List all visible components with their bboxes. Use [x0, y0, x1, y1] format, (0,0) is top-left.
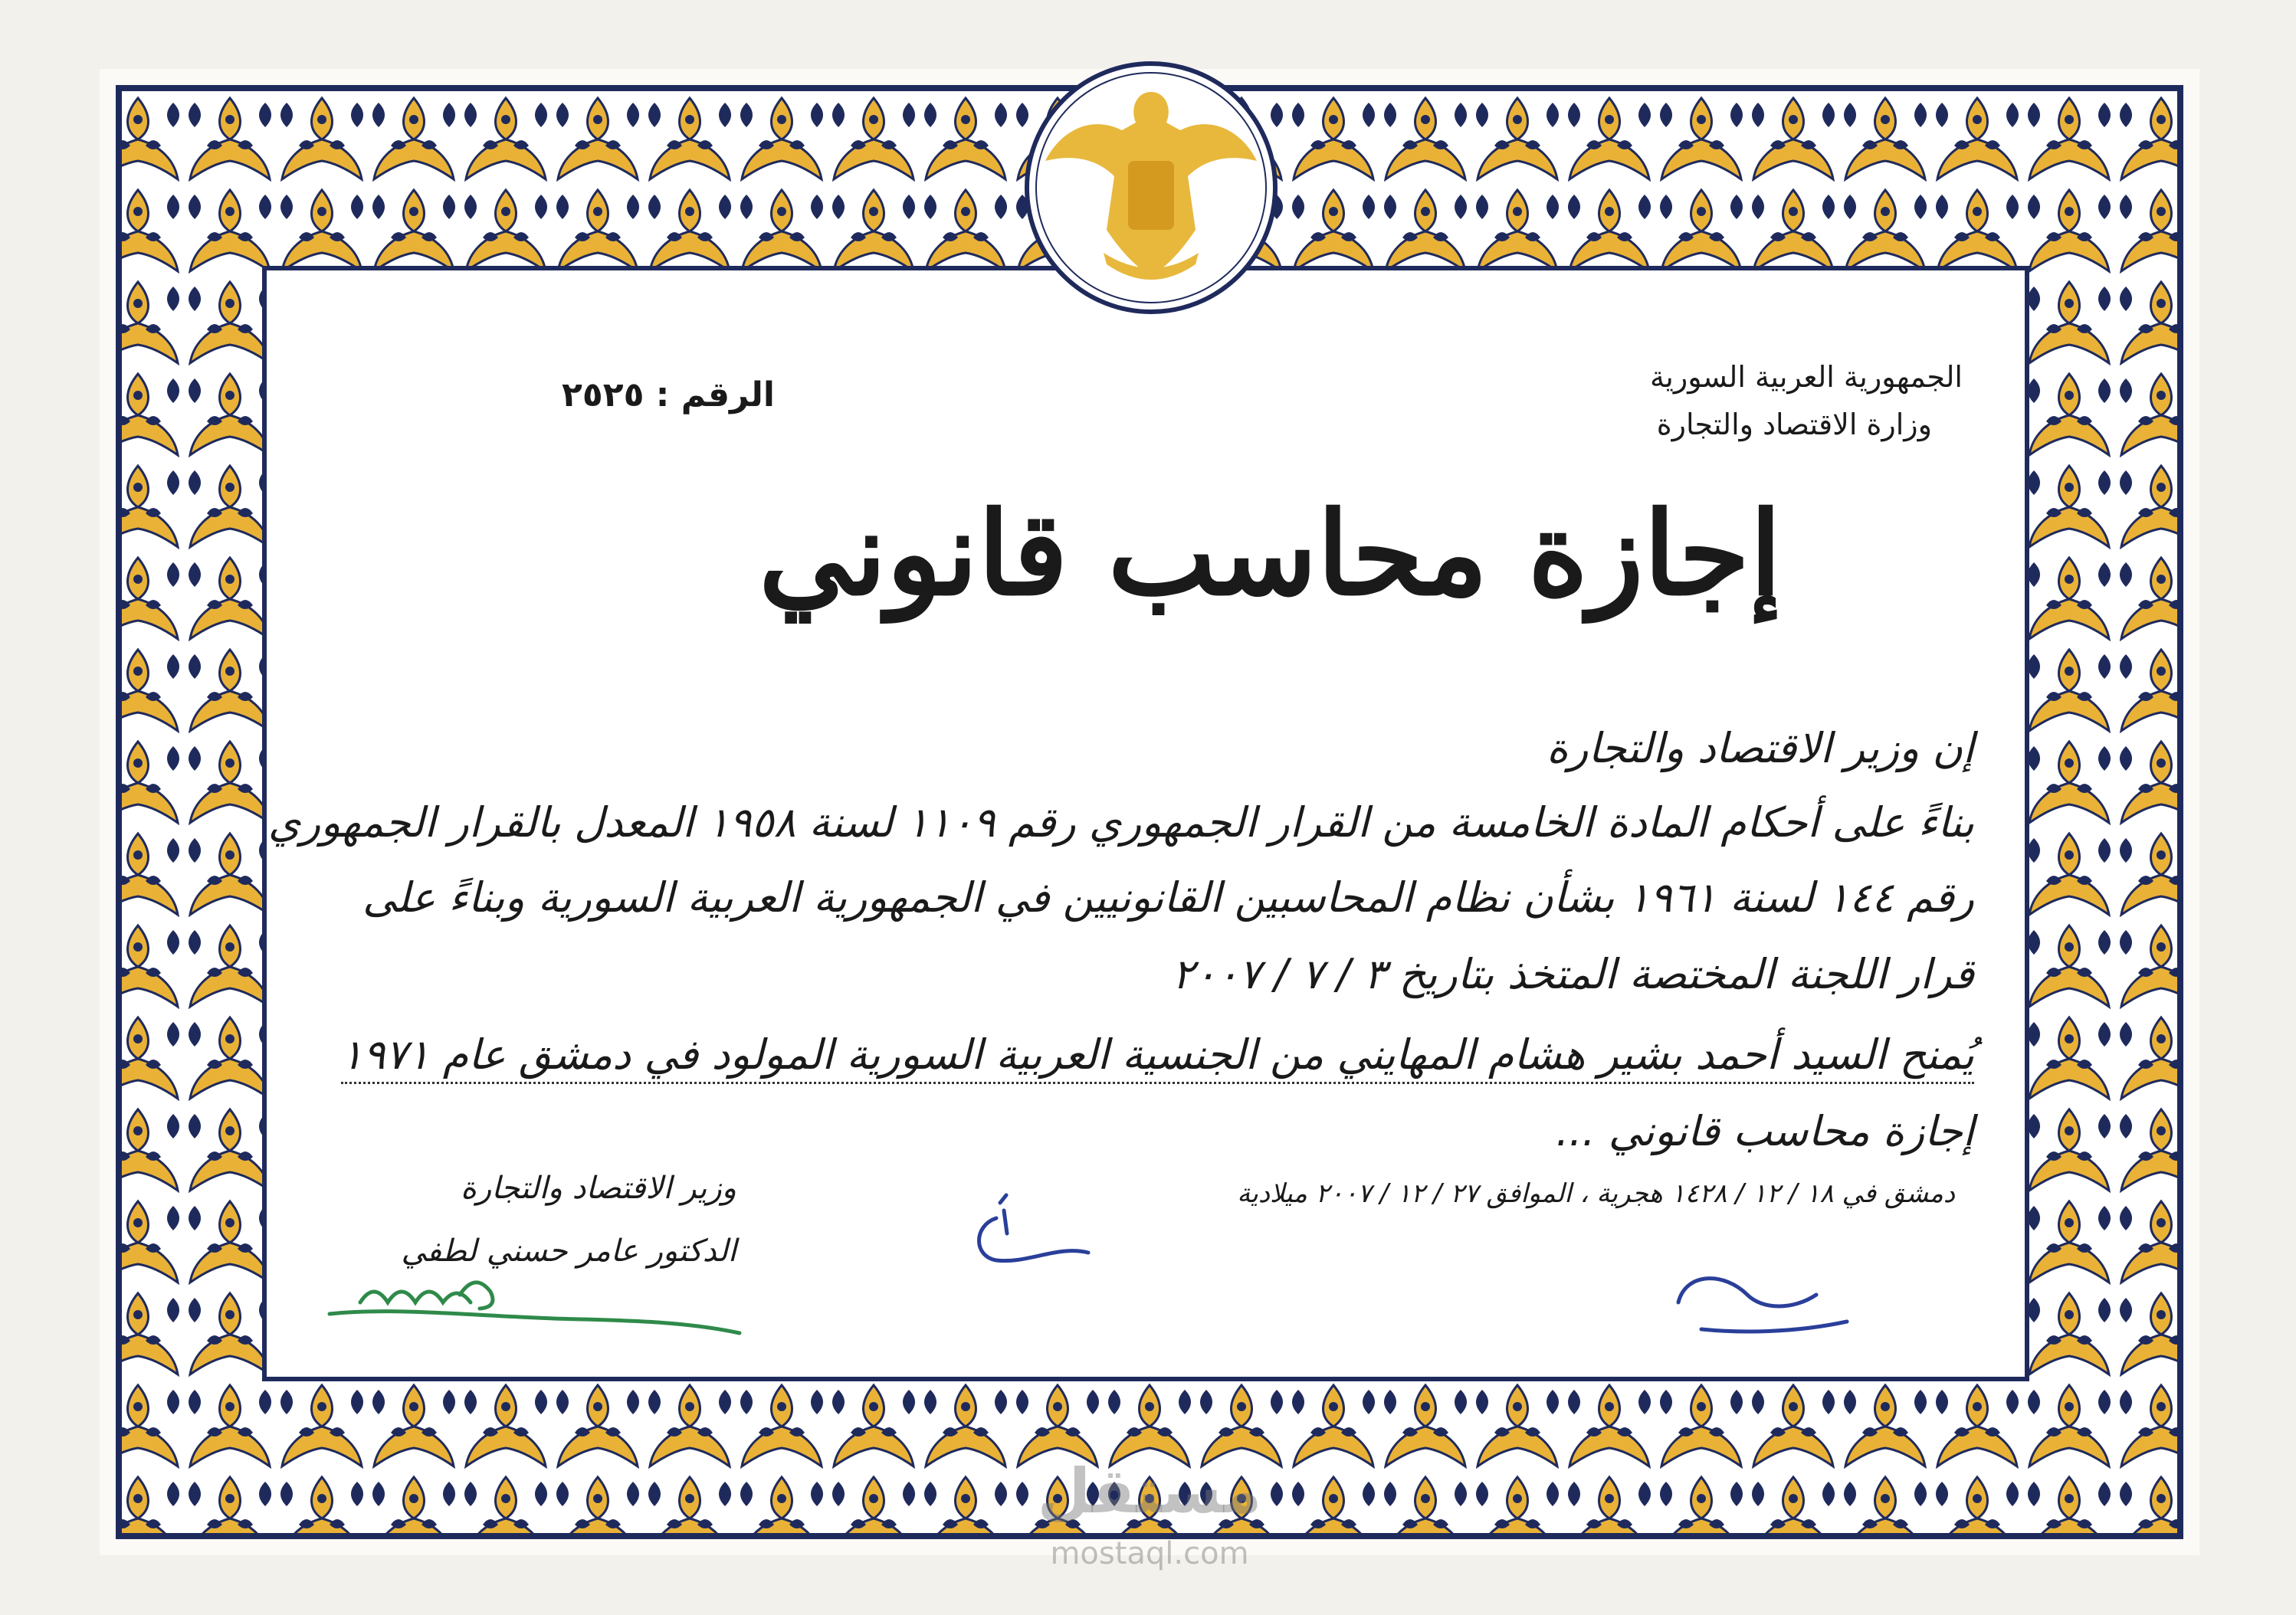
- issue-date-line: دمشق في ١٨ / ١٢ / ١٤٢٨ هجرية ، الموافق ٢٧ / ١٢ / ٢٠٠٧ ميلادية: [1237, 1178, 1955, 1209]
- watermark-brand: مستقل: [1037, 1456, 1262, 1527]
- signatory-title: وزير الاقتصاد والتجارة: [460, 1171, 736, 1206]
- body-line-decree: رقم ١٤٤ لسنة ١٩٦١ بشأن نظام المحاسبين القانونيين في الجمهورية العربية السورية وبناءً على: [362, 873, 1974, 922]
- watermark-url: mostaql.com: [1050, 1536, 1249, 1571]
- body-line-award: إجازة محاسب قانوني ...: [1556, 1107, 1974, 1155]
- header-ministry-name: وزارة الاقتصاد والتجارة: [1656, 408, 1932, 441]
- certificate-title: إجازة محاسب قانوني: [759, 486, 1782, 621]
- body-line-committee: قرار اللجنة المختصة المتخذ بتاريخ ٣ / ٧ / ٢٠٠٧: [1172, 950, 1974, 998]
- reference-number: الرقم : ٢٥٢٥: [562, 375, 775, 414]
- signatory-name: الدكتور عامر حسني لطفي: [401, 1233, 736, 1269]
- body-line-legal-basis: بناءً على أحكام المادة الخامسة من القرار الجمهوري رقم ١١٠٩ لسنة ١٩٥٨ المعدل بالقرار الجمهوري: [267, 798, 1974, 847]
- body-line-minister: إن وزير الاقتصاد والتجارة: [1547, 724, 1974, 772]
- header-republic-name: الجمهورية العربية السورية: [1649, 360, 1963, 394]
- body-line-grantee: يُمنح السيد أحمد بشير هشام المهايني من الجنسية العربية السورية المولود في دمشق عام ١٩٧١: [341, 1030, 1974, 1084]
